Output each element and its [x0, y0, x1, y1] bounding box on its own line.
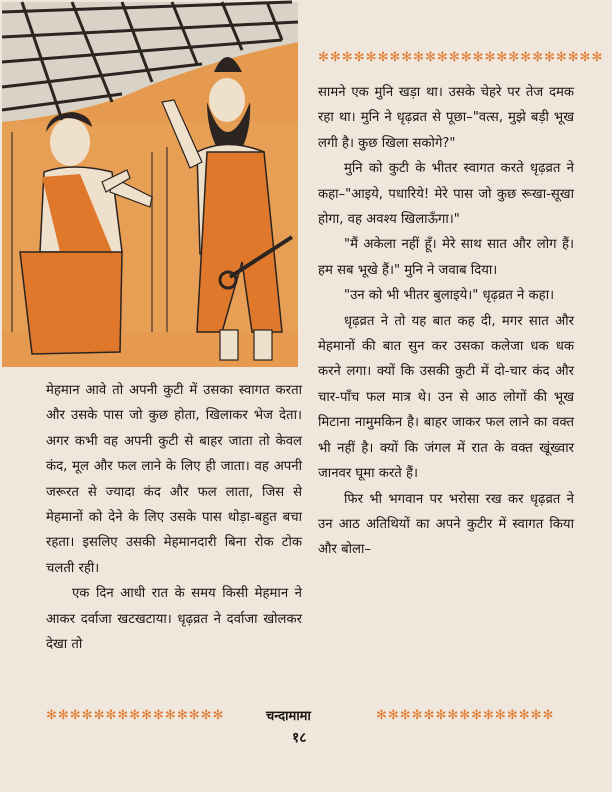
magazine-name: चन्दामामा: [266, 709, 311, 724]
ornament-text: ✻✻✻✻✻✻✻✻✻✻✻✻✻✻✻✻✻✻✻✻✻✻✻✻: [318, 49, 604, 65]
header-ornament-border: [318, 49, 604, 65]
footer-ornament-right: [376, 708, 576, 722]
paragraph: "मैं अकेला नहीं हूँ। मेरे साथ सात और लोग हैं। हम सब भूखे हैं।" मुनि ने जवाब दिया।: [318, 237, 574, 278]
ornament-text: ✻✻✻✻✻✻✻✻✻✻✻✻✻✻✻: [46, 707, 225, 723]
paragraph: एक दिन आधी रात के समय किसी मेहमान ने आकर दर्वाजा खटखटाया। धृढ़व्रत ने दर्वाजा खोलकर देखा तो: [46, 586, 302, 653]
right-text-column: [318, 80, 574, 563]
paragraph: धृढ़व्रत ने तो यह बात कह दी, मगर सात और मेहमानों की बात सुन कर उसका कलेजा धक धक करने लगा। क्यों कि उसकी कुटी में दो-चार कंद और चार-पाँच फल मात्र थे। उन से आठ लोगों की भूख मिटाना नामुमकिन है। बाहर जाकर फल लाने का वक्त भी नहीं है। क्यों कि जंगल में रात के वक्त खूंख्वार जानवर घूमा करते हैं।: [318, 313, 574, 482]
story-illustration: [2, 2, 298, 367]
paragraph: "उन को भी भीतर बुलाइये।" धृढ़व्रत ने कहा।: [344, 288, 555, 304]
ornament-text: ✻✻✻✻✻✻✻✻✻✻✻✻✻✻✻: [376, 707, 555, 723]
illustration-svg: [2, 2, 298, 367]
paragraph: मुनि को कुटी के भीतर स्वागत करते धृढ़व्रत ने कहा–"आइये, पधारिये! मेरे पास जो कुछ रूखा-सूखा होगा, वह अवश्य खिलाऊँगा।": [318, 161, 574, 228]
paragraph: मेहमान आवे तो अपनी कुटी में उसका स्वागत करता और उसके पास जो कुछ होता, खिलाकर भेज देता। अगर कभी वह अपनी कुटी से बाहर जाता तो केवल कंद, मूल और फल लाने के लिए ही जाता। वह अपनी जरूरत से ज्यादा कंद और फल लाता, जिस से मेहमानों को देने के लिए उसके पास थोड़ा-बहुत बचा रहता। इसलिए उसकी मेहमानदारी बिना रोक टोक चलती रही।: [46, 383, 302, 576]
left-text-column: [46, 378, 302, 657]
footer-ornament-left: [46, 708, 246, 722]
paragraph: सामने एक मुनि खड़ा था। उसके चेहरे पर तेज दमक रहा था। मुनि ने धृढ़व्रत से पूछा–"वत्स, मुझे बड़ी भूख लगी है। कुछ खिला सकोगे?": [318, 85, 574, 151]
page-number: १८: [292, 730, 307, 746]
paragraph: फिर भी भगवान पर भरोसा रख कर धृढ़व्रत ने उन आठ अतिथियों का अपने कुटीर में स्वागत किया और बोला–: [318, 491, 574, 558]
